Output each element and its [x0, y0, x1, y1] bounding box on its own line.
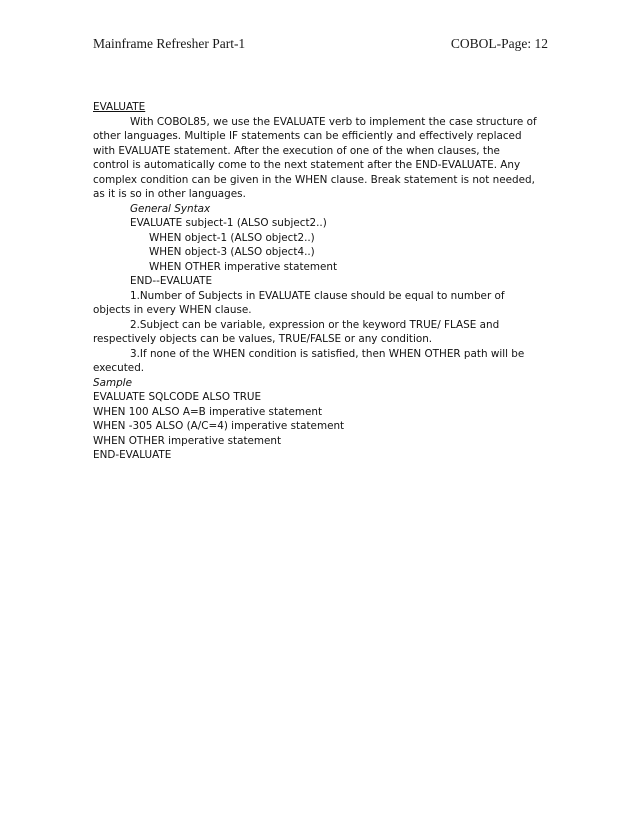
sample-code-line: WHEN -305 ALSO (A/C=4) imperative statement	[93, 420, 345, 432]
note-1-line: objects in every WHEN clause.	[93, 304, 252, 316]
document-body	[93, 100, 553, 463]
section-title: EVALUATE	[93, 101, 146, 113]
header-document-title: Mainframe Refresher Part-1	[93, 36, 246, 51]
intro-line: with EVALUATE statement. After the execution of one of the when clauses, the	[93, 144, 500, 157]
intro-line: complex condition can be given in the WHEN clause. Break statement is not needed,	[93, 173, 535, 186]
sample-code-line: END-EVALUATE	[93, 449, 172, 461]
intro-line: as it is so in other languages.	[93, 188, 246, 200]
syntax-when-line: WHEN OTHER imperative statement	[149, 260, 338, 273]
note-3-line: executed.	[93, 362, 145, 374]
note-3-line: 3.If none of the WHEN condition is satisfied, then WHEN OTHER path will be	[130, 347, 525, 360]
syntax-end-line: END--EVALUATE	[130, 275, 213, 287]
intro-line: control is automatically come to the next statement after the END-EVALUATE. Any	[93, 159, 521, 171]
sample-code-line: WHEN 100 ALSO A=B imperative statement	[93, 405, 323, 418]
page-header	[93, 36, 548, 56]
syntax-when-line: WHEN object-1 (ALSO object2..)	[149, 231, 315, 244]
intro-line: With COBOL85, we use the EVALUATE verb to implement the case structure of	[130, 115, 537, 128]
sample-code-line: WHEN OTHER imperative statement	[93, 434, 282, 447]
note-2-line: respectively objects can be values, TRUE/FALSE or any condition.	[93, 333, 433, 345]
syntax-when-line: WHEN object-3 (ALSO object4..)	[149, 246, 315, 258]
sample-heading: Sample	[93, 376, 132, 389]
note-1-line: 1.Number of Subjects in EVALUATE clause should be equal to number of	[130, 289, 505, 302]
note-2-line: 2.Subject can be variable, expression or the keyword TRUE/ FLASE and	[130, 318, 500, 331]
sample-code-line: EVALUATE SQLCODE ALSO TRUE	[93, 391, 262, 403]
syntax-heading: General Syntax	[130, 202, 211, 215]
syntax-evaluate-line: EVALUATE subject-1 (ALSO subject2..)	[130, 217, 327, 229]
header-page-number: COBOL-Page: 12	[450, 36, 548, 51]
intro-line: other languages. Multiple IF statements can be efficiently and effectively replaced	[93, 130, 522, 142]
